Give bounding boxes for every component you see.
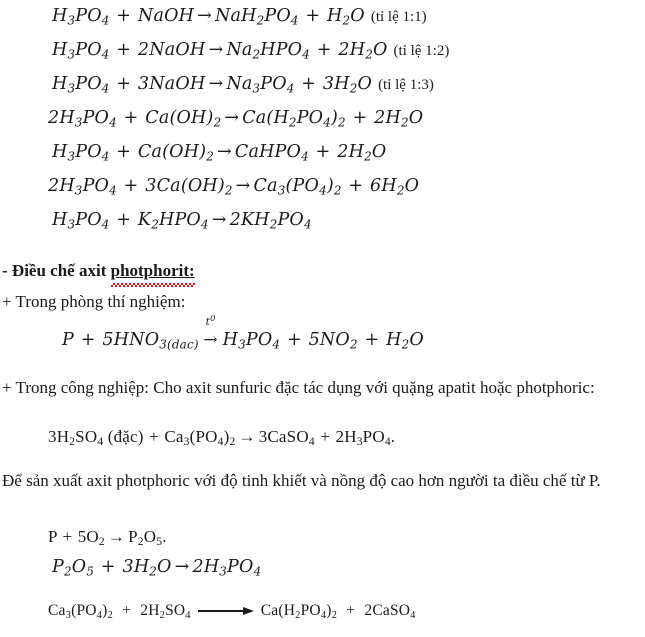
heading-text: Điều chế axit — [11, 261, 111, 280]
equation-lhs: $P + 5HNO_{3(dac)}$ — [62, 330, 199, 352]
equation-rhs: $Na_3PO_4 + 3H_2O$ — [226, 74, 373, 96]
equation-p-o2 — [48, 527, 167, 547]
heading-bullet: - — [2, 261, 8, 280]
equation-lhs: $P_2O_5 + 3H_2O$ — [52, 557, 172, 579]
equation-rhs: $H_3PO_4 + 5NO_2 + H_2O$ — [222, 330, 424, 352]
equation-lhs: $2H_3PO_4 + Ca(OH)_2$ — [48, 108, 222, 130]
reaction-arrow-with-condition — [199, 312, 223, 350]
heading-text-misspelled: photphorit: — [111, 258, 195, 283]
paragraph-tinh-khiet: Để sản xuất axit photphoric với độ tinh khiết và nồng độ cao hơn người ta điều chế từ P. — [2, 471, 601, 490]
equation-ratio-note: (tỉ lệ 1:3) — [378, 77, 434, 93]
reaction-arrow-icon: → — [235, 176, 251, 196]
reaction-arrow-icon: → — [174, 557, 190, 577]
equation-h3po4-k2hpo4 — [52, 210, 312, 230]
reaction-arrow-icon: → — [208, 40, 224, 60]
reaction-arrow-icon: → — [208, 74, 224, 94]
section-label-phong-thi-nghiem: + Trong phòng thí nghiệm: — [2, 292, 186, 311]
equation-h2so4-ca3po42 — [48, 427, 395, 447]
reaction-arrow-icon: → — [211, 210, 227, 230]
equation-rhs: $P_2O_5$. — [128, 527, 167, 549]
equation-rhs: $2H_3PO_4$ — [192, 557, 262, 579]
equation-rhs: CaHPO$_4$ + $2H_2O$ — [234, 142, 387, 164]
equation-lhs: $H_3PO_4 + Ca(OH)_2$ — [52, 142, 214, 164]
equation-rhs: $Ca_3(PO_4)_2 + 6H_2O$ — [253, 176, 420, 198]
reaction-arrow-icon: → — [224, 108, 240, 128]
equation-ratio-note: (tỉ lệ 1:1) — [370, 9, 427, 25]
equation-rhs: $NaH_2PO_4 + H_2O$ — [214, 6, 365, 28]
equation-rhs: $Ca(H_2PO_4)_2$ + 2CaSO$_4$ — [260, 602, 416, 621]
equation-h3po4-naoh-1-2 — [52, 40, 449, 60]
equation-rhs: $2KH_2PO_4$ — [229, 210, 312, 232]
equation-rhs: $Na_2HPO_4 + 2H_2O$ — [226, 40, 388, 62]
equation-h3po4-naoh-1-3 — [52, 74, 434, 94]
equation-2h3po4-3caoh2 — [48, 176, 419, 196]
equation-lhs: $H_3PO_4$ + 3NaOH — [52, 74, 206, 96]
equation-lhs: $Ca_3(PO_4)_2 + 2H_2SO_4$ — [48, 602, 191, 621]
equation-lhs: $H_3PO_4$ + 2NaOH — [52, 40, 206, 62]
equation-rhs: 3CaSO$_4$ + $2H_3PO_4$. — [258, 427, 396, 449]
equation-lhs: $3H_2SO_4$ (đặc) + $Ca_3(PO_4)_2$ — [48, 427, 236, 449]
equation-ratio-note: (tỉ lệ 1:2) — [393, 43, 450, 59]
equation-lhs: $P + 5O_2$ — [48, 527, 105, 549]
equation-lhs: $2H_3PO_4 + 3Ca(OH)_2$ — [48, 176, 233, 198]
reaction-arrow-icon: → — [197, 6, 212, 26]
reaction-arrow-icon: → — [203, 330, 218, 350]
equation-h3po4-naoh-1-1 — [52, 6, 427, 26]
reaction-arrow-icon: → — [238, 427, 256, 446]
long-reaction-arrow-icon — [198, 606, 254, 616]
equation-p2o5-h2o — [52, 557, 261, 577]
condition-label: $t^0$ — [205, 312, 216, 328]
equation-p-hno3 — [62, 312, 424, 352]
reaction-arrow-icon: → — [107, 527, 126, 546]
heading-dieu-che — [2, 258, 622, 283]
equation-2h3po4-caoh2 — [48, 108, 423, 128]
equation-lhs: $H_3PO_4$ + NaOH — [52, 6, 195, 28]
equation-rhs: $Ca(H_2PO_4)_2 + 2H_2O$ — [242, 108, 424, 130]
equation-lhs: $H_3PO_4 + K_2HPO_4$ — [52, 210, 209, 232]
reaction-arrow-icon: → — [217, 142, 232, 162]
paragraph-cong-nghiep: + Trong công nghiệp: Cho axit sunfuric đặc tác dụng với quặng apatit hoặc photphoric: — [2, 378, 595, 397]
equation-h3po4-caoh2 — [52, 142, 386, 162]
equation-ca3po42-h2so4-final — [48, 602, 416, 620]
